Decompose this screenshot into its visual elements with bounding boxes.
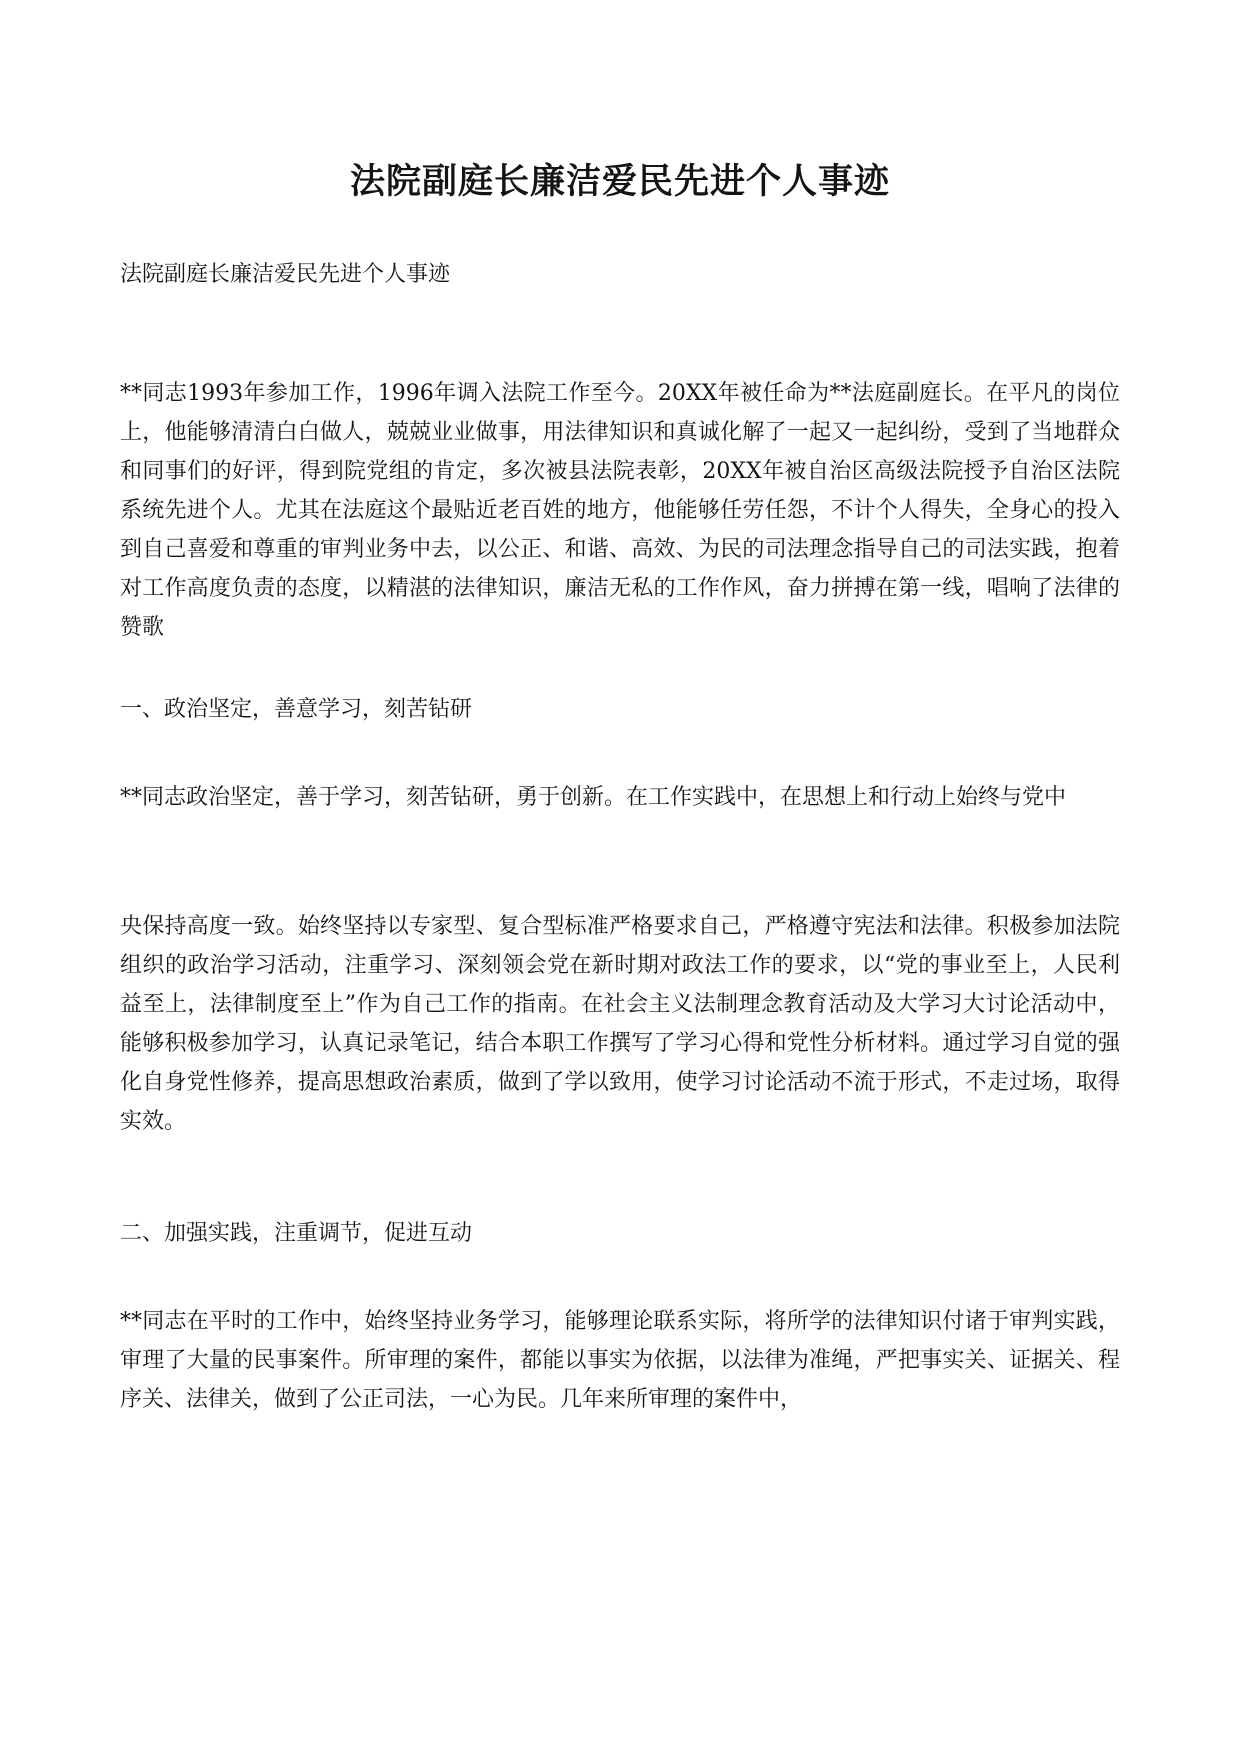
document-title: 法院副庭长廉洁爱民先进个人事迹: [349, 161, 890, 202]
paragraph-section1-part1: **同志政治坚定，善于学习，刻苦钻研，勇于创新。在工作实践中，在思想上和行动上始终与党中: [120, 785, 1067, 810]
paragraph-section2: **同志在平时的工作中，始终坚持业务学习，能够理论联系实际，将所学的法律知识付诸于审判实践，审理了大量的民事案件。所审理的案件，都能以事实为依据，以法律为准绳，严把事实关、证据关、程序关、法律关，做到了公正司法，一心为民。几年来所审理的案件中，: [120, 1309, 1120, 1412]
document-subtitle: 法院副庭长廉洁爱民先进个人事迹: [120, 262, 451, 287]
section-heading-2: 二、加强实践，注重调节，促进互动: [120, 1221, 473, 1246]
section-heading-1: 一、政治坚定，善意学习，刻苦钻研: [120, 697, 473, 722]
paragraph-section1-part2: 央保持高度一致。始终坚持以专家型、复合型标准严格要求自己，严格遵守宪法和法律。积极参加法院组织的政治学习活动，注重学习、深刻领会党在新时期对政法工作的要求，以“党的事业至上，人民利益至上，法律制度至上”作为自己工作的指南。在社会主义法制理念教育活动及大学习大讨论活动中，能够积极参加学习，认真记录笔记，结合本职工作撰写了学习心得和党性分析材料。通过学习自觉的强化自身党性修养，提高思想政治素质，做到了学以致用，使学习讨论活动不流于形式，不走过场，取得实效。: [120, 914, 1120, 1134]
paragraph-intro: **同志1993年参加工作，1996年调入法院工作至今。20XX年被任命为**法庭副庭长。在平凡的岗位上，他能够清清白白做人，兢兢业业做事，用法律知识和真诚化解了一起又一起纠纷，受到了当地群众和同事们的好评，得到院党组的肯定，多次被县法院表彰，20XX年被自治区高级法院授予自治区法院系统先进个人。尤其在法庭这个最贴近老百姓的地方，他能够任劳任怨，不计个人得失，全身心的投入到自己喜爱和尊重的审判业务中去，以公正、和谐、高效、为民的司法理念指导自己的司法实践，抱着对工作高度负责的态度，以精湛的法律知识，廉洁无私的工作作风，奋力拼搏在第一线，唱响了法律的赞歌: [120, 381, 1120, 640]
